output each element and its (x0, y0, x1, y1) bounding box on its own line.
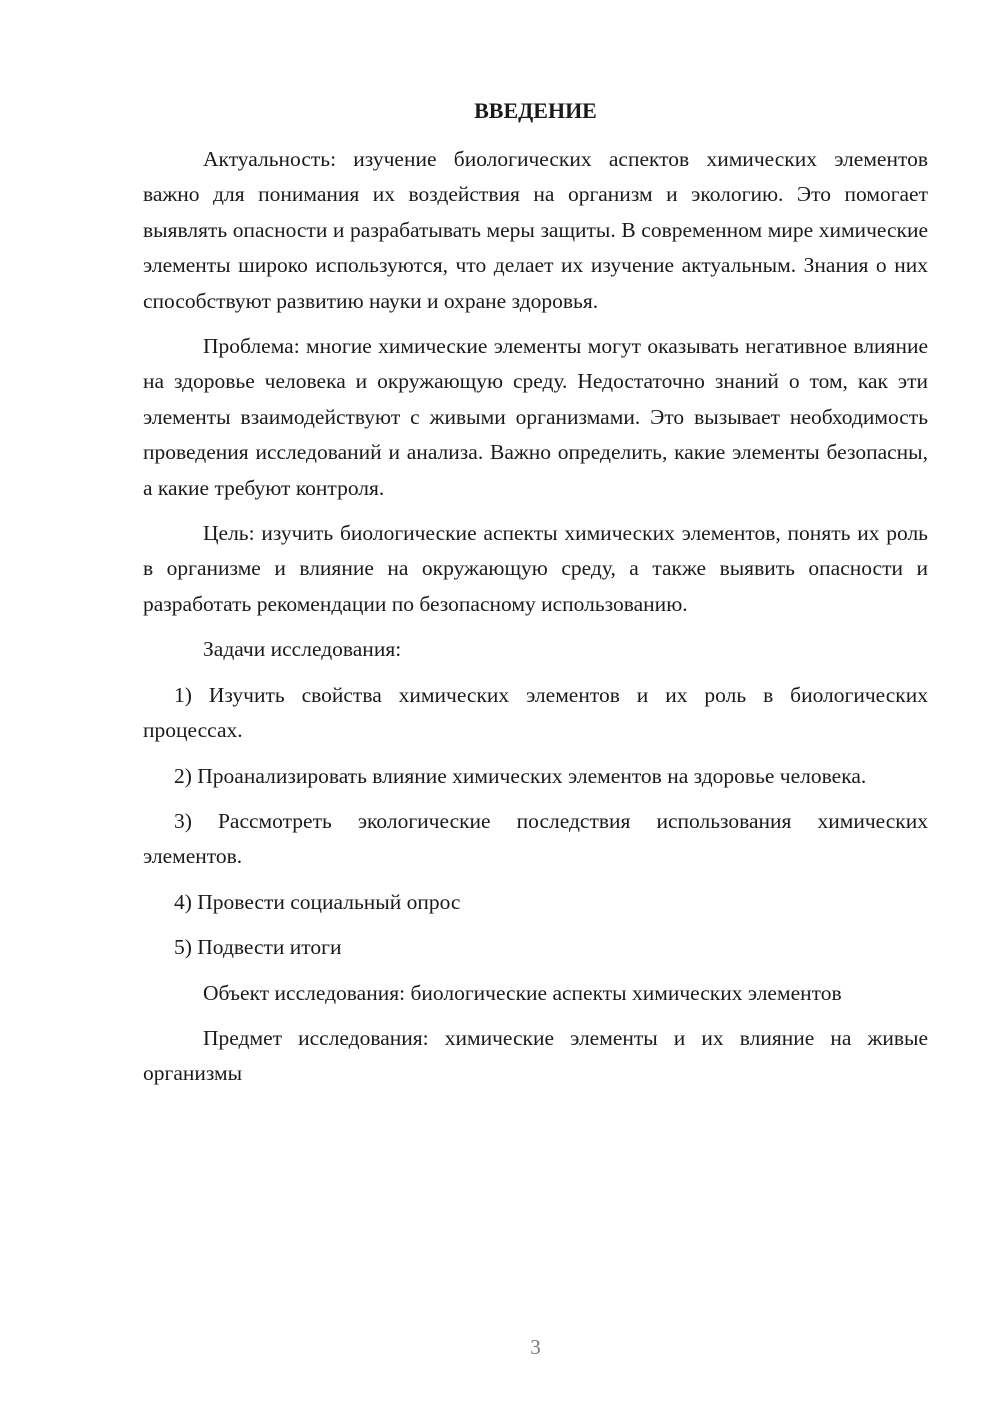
tasks-heading: Задачи исследования: (203, 637, 402, 662)
task-item-2: 2) Проанализировать влияние химических элементов на здоровье человека. (174, 763, 867, 788)
page-title: ВВЕДЕНИЕ (474, 98, 597, 123)
task-item-4: 4) Провести социальный опрос (174, 889, 461, 914)
document-page (143, 0, 928, 1414)
page-number: 3 (530, 1335, 541, 1359)
research-subject-paragraph: Предмет исследования: химические элементы и их влияние на живые организмы (143, 1025, 928, 1086)
task-item-3: 3) Рассмотреть экологические последствия использования химических элементов. (143, 808, 928, 869)
task-item-5: 5) Подвести итоги (174, 935, 342, 960)
research-object-paragraph: Объект исследования: биологические аспекты химических элементов (203, 980, 842, 1005)
problem-paragraph: Проблема: многие химические элементы могут оказывать негативное влияние на здоровье человека и окружающую среду. Недостаточно знаний о том, как эти элементы взаимодействуют с живыми организмами. Это вызывает необходимость проведения исследований и анализа. Важно определить, какие элементы безопасны, а какие требуют контроля. (143, 334, 928, 500)
goal-paragraph: Цель: изучить биологические аспекты химических элементов, понять их роль в организме и влияние на окружающую среду, а также выявить опасности и разработать рекомендации по безопасному использованию. (143, 521, 928, 616)
task-item-1: 1) Изучить свойства химических элементов и их роль в биологических процессах. (143, 682, 928, 743)
document-body (143, 142, 928, 1102)
relevance-paragraph: Актуальность: изучение биологических аспектов химических элементов важно для понимания их воздействия на организм и экологию. Это помогает выявлять опасности и разрабатывать меры защиты. В современном мире химические элементы широко используются, что делает их изучение актуальным. Знания о них способствуют развитию науки и охране здоровья. (143, 147, 928, 313)
tasks-list (143, 678, 928, 966)
